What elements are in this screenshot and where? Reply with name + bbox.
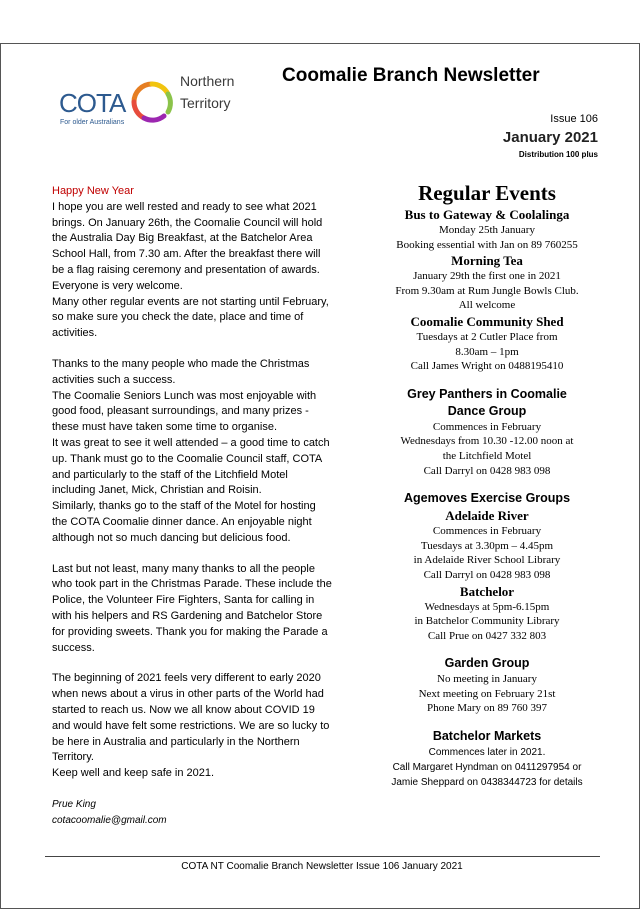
events-heading: Regular Events: [418, 181, 556, 205]
signature-name: Prue King: [52, 798, 96, 810]
logo-tagline: For older Australians: [60, 119, 125, 126]
logo-wordmark: COTA: [59, 88, 126, 118]
event-title: Grey Panthers in Coomalie: [407, 386, 567, 401]
event-title: Coomalie Community Shed: [410, 313, 564, 329]
event-line: in Adelaide River School Library: [413, 554, 561, 567]
event-line: Tuesdays at 3.30pm – 4.45pm: [420, 539, 554, 552]
issue-number: Issue 106: [550, 113, 598, 125]
editorial-column: [52, 184, 332, 828]
events-column: [372, 180, 602, 790]
event-line: Commences later in 2021.: [428, 747, 546, 759]
event-line: Phone Mary on 89 760 397: [426, 702, 548, 715]
paragraph: Keep well and keep safe in 2021.: [52, 767, 215, 780]
paragraph: It was great to see it well attended – a good time to catch up. Thank must go to the Coomalie Council staff, COTA and particularly to the staff of the Litchfield Motel including Janet, Mick, Christian and Roisin.: [52, 436, 330, 497]
event-title: Morning Tea: [451, 253, 523, 269]
event-title: Agemoves Exercise Groups: [403, 491, 571, 506]
event-line: Monday 25th January: [439, 224, 535, 236]
paragraph: The beginning of 2021 feels very different to early 2020 when news about a virus in other parts of the World had started to reach us. Now we all know about COVID 19 and would have felt some restrictions. We are so lucky to be here in Australia and particularly in the Northern Territory.: [52, 672, 330, 764]
region-label: Northern Territory: [180, 73, 235, 111]
event-line: Wednesdays from 10.30 -12.00 noon at: [400, 435, 574, 448]
event-subtitle: Batchelor: [459, 583, 515, 599]
event-title: Batchelor Markets: [432, 729, 542, 744]
event-subtitle: Adelaide River: [445, 508, 529, 524]
event-line: Call Margaret Hyndman on 0411297954 or: [392, 762, 582, 774]
event-line: Wednesdays at 5pm-6.15pm: [424, 600, 550, 613]
event-line: Jamie Sheppard on 0438344723 for details: [391, 777, 583, 789]
event-line: Call Prue on 0427 332 803: [427, 629, 547, 642]
paragraph: I hope you are well rested and ready to see what 2021 brings. On January 26th, the Coomalie Council will hold the Australia Day Big Breakfast, at the Batchelor Area School Hall, from 7.30 am. After the breakfast there will be a flag raising ceremony and presentation of awards. Everyone is very welcome.: [52, 200, 323, 292]
event-line: Call James Wright on 0488195410: [410, 360, 564, 373]
event-line: Call Darryl on 0428 983 098: [423, 568, 551, 581]
signature-email: cotacoomalie@gmail.com: [52, 814, 167, 826]
event-title: Garden Group: [444, 656, 530, 671]
event-line: the Litchfield Motel: [442, 449, 532, 462]
event-line: Commences in February: [432, 420, 542, 433]
event-line: Booking essential with Jan on 89 760255: [396, 238, 578, 251]
paragraph: Many other regular events are not starting until February, so make sure you check the date, place and time of activities.: [52, 295, 329, 340]
issue-date: January 2021: [502, 129, 598, 146]
event-line: January 29th the first one in 2021: [413, 270, 561, 283]
page-footer: COTA NT Coomalie Branch Newsletter Issue 106 January 2021: [181, 861, 463, 872]
paragraph: The Coomalie Seniors Lunch was most enjoyable with good food, pleasant surroundings, and many prizes - these must have taken some time to organise.: [52, 389, 317, 434]
event-line: No meeting in January: [437, 673, 537, 686]
paragraph: Thanks to the many people who made the Christmas activities such a success.: [52, 357, 310, 386]
event-line: 8.30am – 1pm: [455, 345, 519, 358]
newsletter-title: Coomalie Branch Newsletter: [282, 65, 540, 86]
event-line: Call Darryl on 0428 983 098: [423, 464, 551, 477]
footer-divider: [45, 856, 600, 857]
event-line: in Batchelor Community Library: [414, 615, 560, 628]
event-line: From 9.30am at Rum Jungle Bowls Club.: [395, 284, 579, 297]
event-line: Next meeting on February 21st: [418, 687, 556, 700]
event-line: All welcome: [458, 299, 516, 312]
greeting: Happy New Year: [52, 185, 134, 197]
distribution: Distribution 100 plus: [518, 150, 598, 159]
event-line: Commences in February: [432, 525, 542, 538]
paragraph: Last but not least, many many thanks to all the people who took part in the Christmas Parade. These include the Police, the Volunteer Fire Fighters, Santa for calling in with his helpers and RS Gardening and Batchelor Store for providing sweets. Thank you for making the Parade a success.: [52, 562, 332, 654]
event-title: Dance Group: [447, 403, 527, 418]
event-line: Tuesdays at 2 Cutler Place from: [416, 330, 558, 343]
paragraph: Similarly, thanks go to the staff of the Motel for hosting the COTA Coomalie dinner dance. An enjoyable night although not so much dancing but delicious food.: [52, 500, 316, 544]
event-title: Bus to Gateway & Coolalinga: [404, 207, 570, 222]
